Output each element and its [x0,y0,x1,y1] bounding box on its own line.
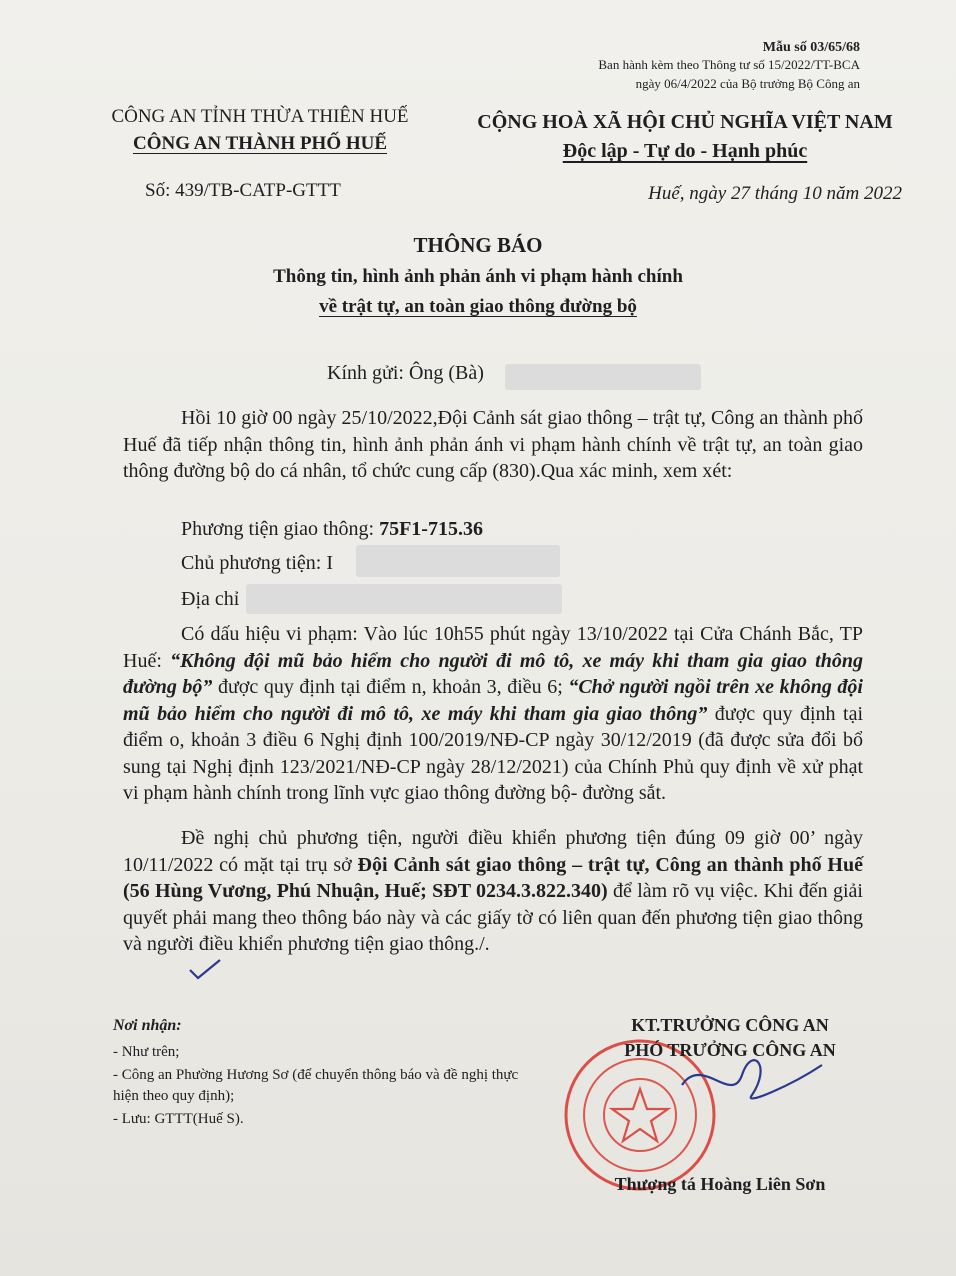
agency-city: CÔNG AN THÀNH PHỐ HUẾ [132,133,388,154]
redacted-address [246,584,562,614]
signature-title-1: KT.TRƯỞNG CÔNG AN [631,1015,829,1035]
address-line: Địa chỉ [181,588,240,610]
recipients-label: Nơi nhận: [113,1017,182,1034]
request-paragraph: Đề nghị chủ phương tiện, người điều khiển phương tiện đúng 09 giờ 00’ ngày 10/11/2022 có mặt tại trụ sở Đội Cảnh sát giao thông – trật tự, Công an thành phố Huế (56 Hùng Vương, Phú Nhuận, Huế; SĐT 0234.3.822.340) để làm rõ vụ việc. Khi đến giải quyết phải mang theo thông báo này và các giấy tờ có liên quan đến phương tiện giao thông và người điều khiển phương tiện giao thông./. [123,827,863,955]
violation-2: “Chở người ngồi trên xe không đội mũ bảo hiểm cho người đi mô tô, xe máy khi tham gia giao thông” [123,676,863,725]
national-header [455,108,915,166]
form-issued-line2: ngày 06/4/2022 của Bộ trưởng Bộ Công an [635,76,860,91]
plate-number: 75F1-715.36 [379,518,483,540]
violation-paragraph: Có dấu hiệu vi phạm: Vào lúc 10h55 phút ngày 13/10/2022 tại Cửa Chánh Bắc, TP Huế: “Không đội mũ bảo hiểm cho người đi mô tô, xe máy khi tham gia giao thông đường bộ” được quy định tại điểm n, khoản 3, điều 6; “Chở người ngồi trên xe không đội mũ bảo hiểm cho người đi mô tô, xe máy khi tham gia giao thông” được quy định tại điểm o, khoản 3 điều 6 Nghị định 100/2019/NĐ-CP ngày 30/12/2019 (đã được sửa đổi bổ sung tại Nghị định 123/2021/NĐ-CP ngày 28/12/2021) của Chính Phủ quy định về xử phạt vi phạm hành chính trong lĩnh vực giao thông đường bộ- đường sắt. [123,623,863,804]
national-motto: Độc lập - Tự do - Hạnh phúc [562,140,808,162]
paragraph-intro: Hồi 10 giờ 00 ngày 25/10/2022,Đội Cảnh sát giao thông – trật tự, Công an thành phố Huế đã tiếp nhận thông tin, hình ảnh phản ánh vi phạm hành chính về trật tự, an toàn giao thông đường bộ do cá nhân, tổ chức cung cấp (830).Qua xác minh, xem xét: [123,407,863,482]
owner-line: Chủ phương tiện: I [181,552,333,574]
form-issued-line1: Ban hành kèm theo Thông tư số 15/2022/TT-BCA [598,57,860,72]
owner-initial: I [326,552,333,574]
document-title: THÔNG BÁO [413,233,543,257]
meeting-place: Đội Cảnh sát giao thông – trật tự, Công an thành phố Huế (56 Hùng Vương, Phú Nhuận, Huế; SĐT 0234.3.822.340) [123,853,863,902]
redacted-owner [356,545,560,577]
signer-name: Thượng tá Hoàng Liên Sơn [614,1174,826,1194]
national-title: CỘNG HOÀ XÃ HỘI CHỦ NGHĨA VIỆT NAM [477,111,893,133]
signature-title-2: PHÓ TRƯỞNG CÔNG AN [624,1040,836,1060]
recipient-label: Kính gửi: Ông (Bà) [327,362,484,384]
document-number: Số: 439/TB-CATP-GTTT [145,180,341,201]
agency-province: CÔNG AN TỈNH THỪA THIÊN HUẾ [111,106,409,127]
issuing-agency [60,103,460,157]
recipient-item: - Lưu: GTTT(Huế S). [113,1111,244,1127]
recipient-item: - Như trên; [113,1044,180,1060]
checkmark-icon [186,956,226,986]
form-code: Mẫu số 03/65/68 [762,40,860,55]
document-date: Huế, ngày 27 tháng 10 năm 2022 [648,183,902,204]
document-subtitle-1: Thông tin, hình ảnh phản ánh vi phạm hành chính [273,266,683,287]
redacted-recipient [505,364,701,390]
recipient-item: - Công an Phường Hương Sơ (để chuyển thông báo và đề nghị thực hiện theo quy định); [113,1067,519,1104]
document-subtitle-2: về trật tự, an toàn giao thông đường bộ [319,296,637,317]
vehicle-line: Phương tiện giao thông: 75F1-715.36 [181,518,483,540]
violation-1: “Không đội mũ bảo hiểm cho người đi mô tô, xe máy khi tham gia giao thông đường bộ” [123,649,863,698]
